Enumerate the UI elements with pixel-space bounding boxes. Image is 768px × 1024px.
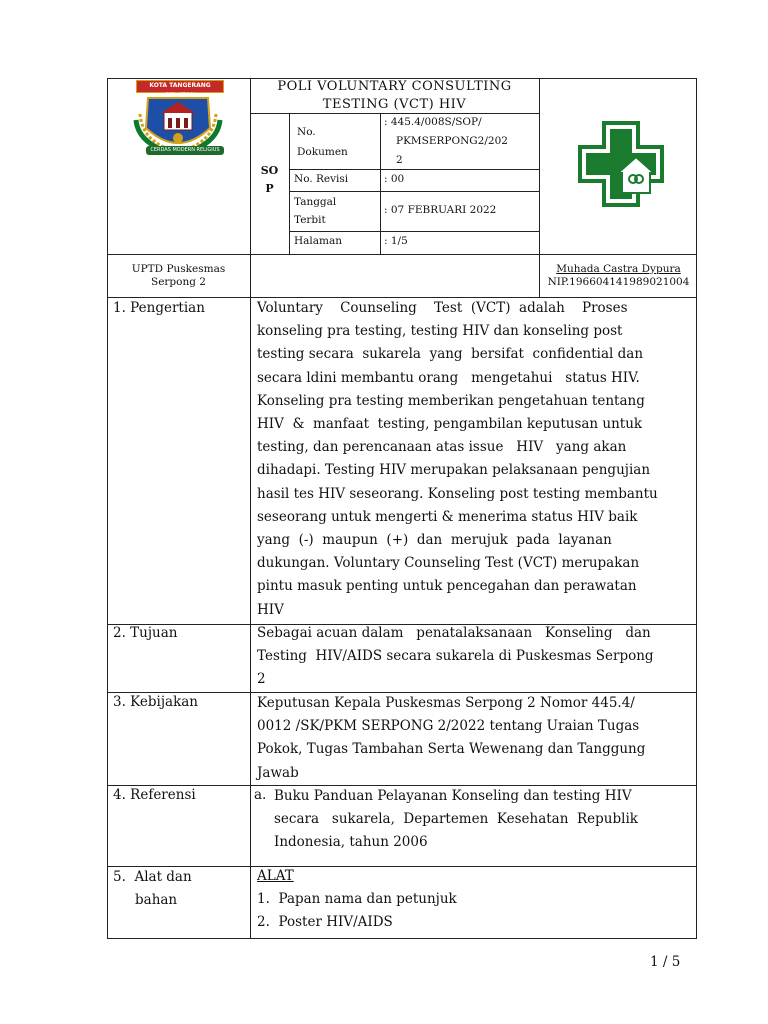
text-line: Sebagai acuan dalam penatalaksanaan Konseling dan (257, 625, 651, 641)
section-5-label (113, 866, 192, 912)
organization-line-2: Serpong 2 (151, 276, 206, 288)
list-item: 2. Poster HIV/AIDS (257, 914, 393, 931)
section-1-body (257, 297, 690, 622)
organization-line-1: UPTD Puskesmas (131, 263, 226, 275)
text-line: testing secara sukarela yang bersifat confidential dan (257, 346, 644, 363)
document-title (250, 78, 539, 114)
tools-heading: ALAT (257, 868, 294, 884)
text-line: Indonesia, tahun 2006 (274, 834, 428, 851)
text-line: konseling pra testing, testing HIV dan konseling post (257, 323, 623, 340)
text-line: dihadapi. Testing HIV merupakan pelaksanaan pengujian (257, 462, 651, 479)
section-3-label: 3. Kebijakan (113, 694, 199, 710)
text-line: hasil tes HIV seseorang. Konseling post testing membantu (257, 485, 658, 502)
reference-marker: a. (254, 787, 267, 803)
sop-label (250, 162, 289, 198)
section-2-label: 2. Tujuan (113, 625, 178, 641)
issue-date-value: : 07 FEBRUARI 2022 (384, 204, 497, 216)
text-line: Testing HIV/AIDS secara sukarela di Puskesmas Serpong (257, 648, 654, 665)
doc-number-value-1: : 445.4/008S/SOP/ (384, 116, 482, 128)
list-item: 1. Papan nama dan petunjuk (257, 891, 457, 908)
text-line: Voluntary Counseling Test (VCT) adalah Proses (257, 300, 628, 316)
issue-date-label-1: Tanggal (294, 196, 337, 208)
text-line: secara sukarela, Departemen Kesehatan Republik (274, 811, 638, 828)
doc-number-label (297, 122, 348, 162)
logo-banner-text: KOTA TANGERANG SELATAN (149, 82, 211, 99)
section-5-label-1: 5. Alat dan (113, 869, 192, 885)
doc-number-value (384, 113, 508, 170)
signer-block (540, 263, 697, 289)
title-line-1: POLI VOLUNTARY CONSULTING (277, 79, 512, 94)
page-number: 1 / 5 (650, 954, 681, 970)
text-line: Pokok, Tugas Tambahan Serta Wewenang dan Tanggung (257, 741, 646, 758)
text-line: pintu masuk penting untuk pencegahan dan perawatan (257, 578, 637, 595)
organization-name (107, 263, 250, 289)
page-value: : 1/5 (384, 235, 408, 247)
section-1-label: 1. Pengertian (113, 300, 205, 316)
issue-date-label-2: Terbit (294, 214, 326, 226)
text-line: secara ldini membantu orang mengetahui status HIV. (257, 369, 640, 386)
section-5-body (257, 865, 690, 935)
section-3-body (257, 692, 690, 785)
doc-number-value-2: PKMSERPONG2/202 (396, 135, 508, 147)
signer-name: Muhada Castra Dypura (556, 263, 681, 275)
text-line: 0012 /SK/PKM SERPONG 2/2022 tentang Uraian Tugas (257, 718, 640, 735)
issue-date-label (294, 193, 336, 229)
text-line: Keputusan Kepala Puskesmas Serpong 2 Nomor 445.4/ (257, 695, 635, 711)
doc-number-label-2: Dokumen (297, 146, 348, 158)
text-line: seseorang untuk mengerti & menerima status HIV baik (257, 508, 638, 525)
logo-motto (146, 146, 224, 155)
text-line: Buku Panduan Pelayanan Konseling dan testing HIV (274, 788, 632, 804)
page-label: Halaman (294, 235, 343, 247)
section-2-body (257, 622, 690, 692)
text-line: yang (-) maupun (+) dan merujuk pada layanan (257, 532, 612, 549)
logo-motto-text: CERDAS MODERN RELIGIUS (150, 147, 220, 153)
revision-value: : 00 (384, 173, 405, 185)
text-line: dukungan. Voluntary Counseling Test (VCT) merupakan (257, 555, 640, 572)
title-line-2: TESTING (VCT) HIV (322, 97, 467, 112)
text-line: Konseling pra testing memberikan pengetahuan tentang (257, 392, 645, 409)
text-line: HIV & manfaat testing, pengambilan keputusan untuk (257, 416, 643, 433)
doc-number-value-3: 2 (396, 154, 403, 166)
sop-label-1: SO (260, 164, 279, 177)
puskesmas-logo (578, 121, 664, 207)
text-line: HIV (257, 601, 284, 618)
signer-nip: NIP.196604141989021004 (547, 276, 690, 288)
sop-label-2: P (265, 182, 274, 195)
doc-number-label-1: No. (297, 126, 316, 138)
section-5-label-2: bahan (135, 892, 178, 909)
text-line: Jawab (257, 764, 299, 781)
logo-banner (136, 80, 224, 99)
text-line: 2 (257, 671, 266, 688)
text-line: testing, dan perencanaan atas issue HIV yang akan (257, 439, 627, 456)
section-4-body (274, 785, 690, 855)
revision-label: No. Revisi (294, 173, 349, 185)
section-4-label: 4. Referensi (113, 787, 196, 803)
